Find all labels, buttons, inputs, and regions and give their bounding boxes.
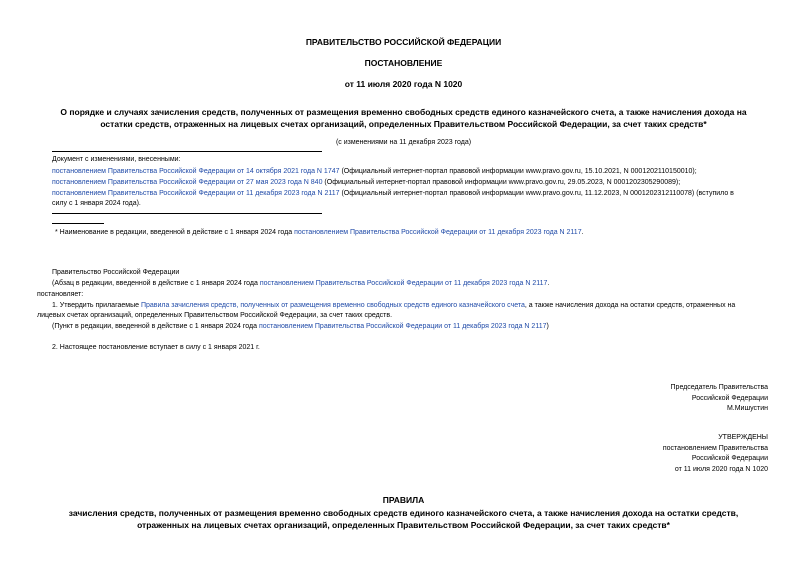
- point-note: [52, 321, 549, 332]
- document-title-line2: остатки средств, отраженных на лицевых счетах организаций, определенных Правительством Российской Федерации, за счет таких средств*: [100, 119, 707, 129]
- footnote: [55, 227, 584, 238]
- point-note-link[interactable]: постановлением Правительства Российской Федерации от 11 декабря 2023 года N 2117: [258, 323, 547, 330]
- point-1-text: 1. Утвердить прилагаемые: [52, 302, 141, 309]
- point-note-text: (Пункт в редакции, введенной в действие с 1 января 2024 года: [52, 323, 259, 330]
- paragraph-note-link[interactable]: постановлением Правительства Российской Федерации от 11 декабря 2023 года N 2117: [259, 280, 548, 287]
- point-note-end: ): [546, 323, 549, 330]
- rules-subtitle-line1: зачисления средств, полученных от размещения временно свободных средств единого казначейского счета, а также начисления дохода на остатки средств,: [68, 508, 739, 518]
- revision-note: (с изменениями на 11 декабря 2023 года): [335, 139, 472, 146]
- approved-label: УТВЕРЖДЕНЫ: [718, 434, 768, 441]
- change-link-1747[interactable]: постановлением Правительства Российской Федерации от 14 октября 2021 года N 1747: [52, 168, 340, 175]
- body-government: Правительство Российской Федерации: [52, 269, 180, 276]
- change-link-840[interactable]: постановлением Правительства Российской Федерации от 27 мая 2023 года N 840: [52, 179, 323, 186]
- point-2: 2. Настоящее постановление вступает в силу с 1 января 2021 г.: [52, 344, 260, 351]
- change-detail: (Официальный интернет-портал правовой информации www.pravo.gov.ru, 29.05.2023, N 0001202305290089);: [322, 179, 681, 186]
- note-end: .: [547, 280, 550, 287]
- footnote-link[interactable]: постановлением Правительства Российской Федерации от 11 декабря 2023 года N 2117: [294, 229, 582, 236]
- government-heading: ПРАВИТЕЛЬСТВО РОССИЙСКОЙ ФЕДЕРАЦИИ: [305, 37, 502, 47]
- point-1-text-cont: , а также начисления дохода на остатки средств, отраженных на: [524, 302, 736, 309]
- note-text: (Абзац в редакции, введенной в действие с 1 января 2024 года: [52, 280, 260, 287]
- signature-title: Председатель Правительства: [670, 384, 768, 391]
- rules-link[interactable]: Правила зачисления средств, полученных от размещения временно свободных средств единого казначейского счета: [140, 302, 525, 309]
- divider-top: [52, 151, 322, 152]
- point-1-continued: лицевых счетах организаций, определенных Правительством Российской Федерации, за счет таких средств.: [37, 312, 393, 319]
- paragraph-note: [52, 278, 549, 289]
- change-detail: (Официальный интернет-портал правовой информации www.pravo.gov.ru, 15.10.2021, N 0001202110150010);: [339, 168, 697, 175]
- document-title-line1: О порядке и случаях зачисления средств, полученных от размещения временно свободных средств единого казначейского счета, а также начисления дохода на: [60, 107, 747, 117]
- changes-intro: Документ с изменениями, внесенными:: [52, 156, 181, 163]
- change-item: [52, 177, 680, 188]
- approved-country: Российской Федерации: [691, 455, 768, 462]
- change-item: [52, 188, 734, 199]
- approved-by: постановлением Правительства: [662, 444, 768, 452]
- footnote-text: * Наименование в редакции, введенной в действие с 1 января 2024 года: [55, 229, 295, 236]
- signature-name: М.Мишустин: [726, 405, 768, 412]
- document-date: от 11 июля 2020 года N 1020: [344, 79, 463, 89]
- decides-label: постановляет:: [37, 291, 84, 298]
- signature-block: [671, 383, 768, 415]
- change-detail: (Официальный интернет-портал правовой информации www.pravo.gov.ru, 11.12.2023, N 0001202312110078) (вступило в: [339, 190, 734, 197]
- change-detail-continued: силу с 1 января 2024 года).: [52, 200, 141, 207]
- change-link-2117[interactable]: постановлением Правительства Российской Федерации от 11 декабря 2023 года N 2117: [52, 190, 340, 197]
- approval-block: [663, 433, 768, 475]
- approved-date: от 11 июля 2020 года N 1020: [674, 465, 768, 473]
- footnote-end: .: [581, 229, 584, 236]
- rules-title: ПРАВИЛА: [382, 495, 425, 505]
- change-item: [52, 166, 697, 177]
- document-type: ПОСТАНОВЛЕНИЕ: [364, 58, 443, 68]
- rules-subtitle-line2: отраженных на лицевых счетах организаций, определенных Правительством Российской Федерации, за счет таких средств*: [137, 520, 670, 530]
- footnote-divider: [52, 223, 104, 224]
- divider-bottom: [52, 213, 322, 214]
- signature-country: Российской Федерации: [691, 394, 768, 402]
